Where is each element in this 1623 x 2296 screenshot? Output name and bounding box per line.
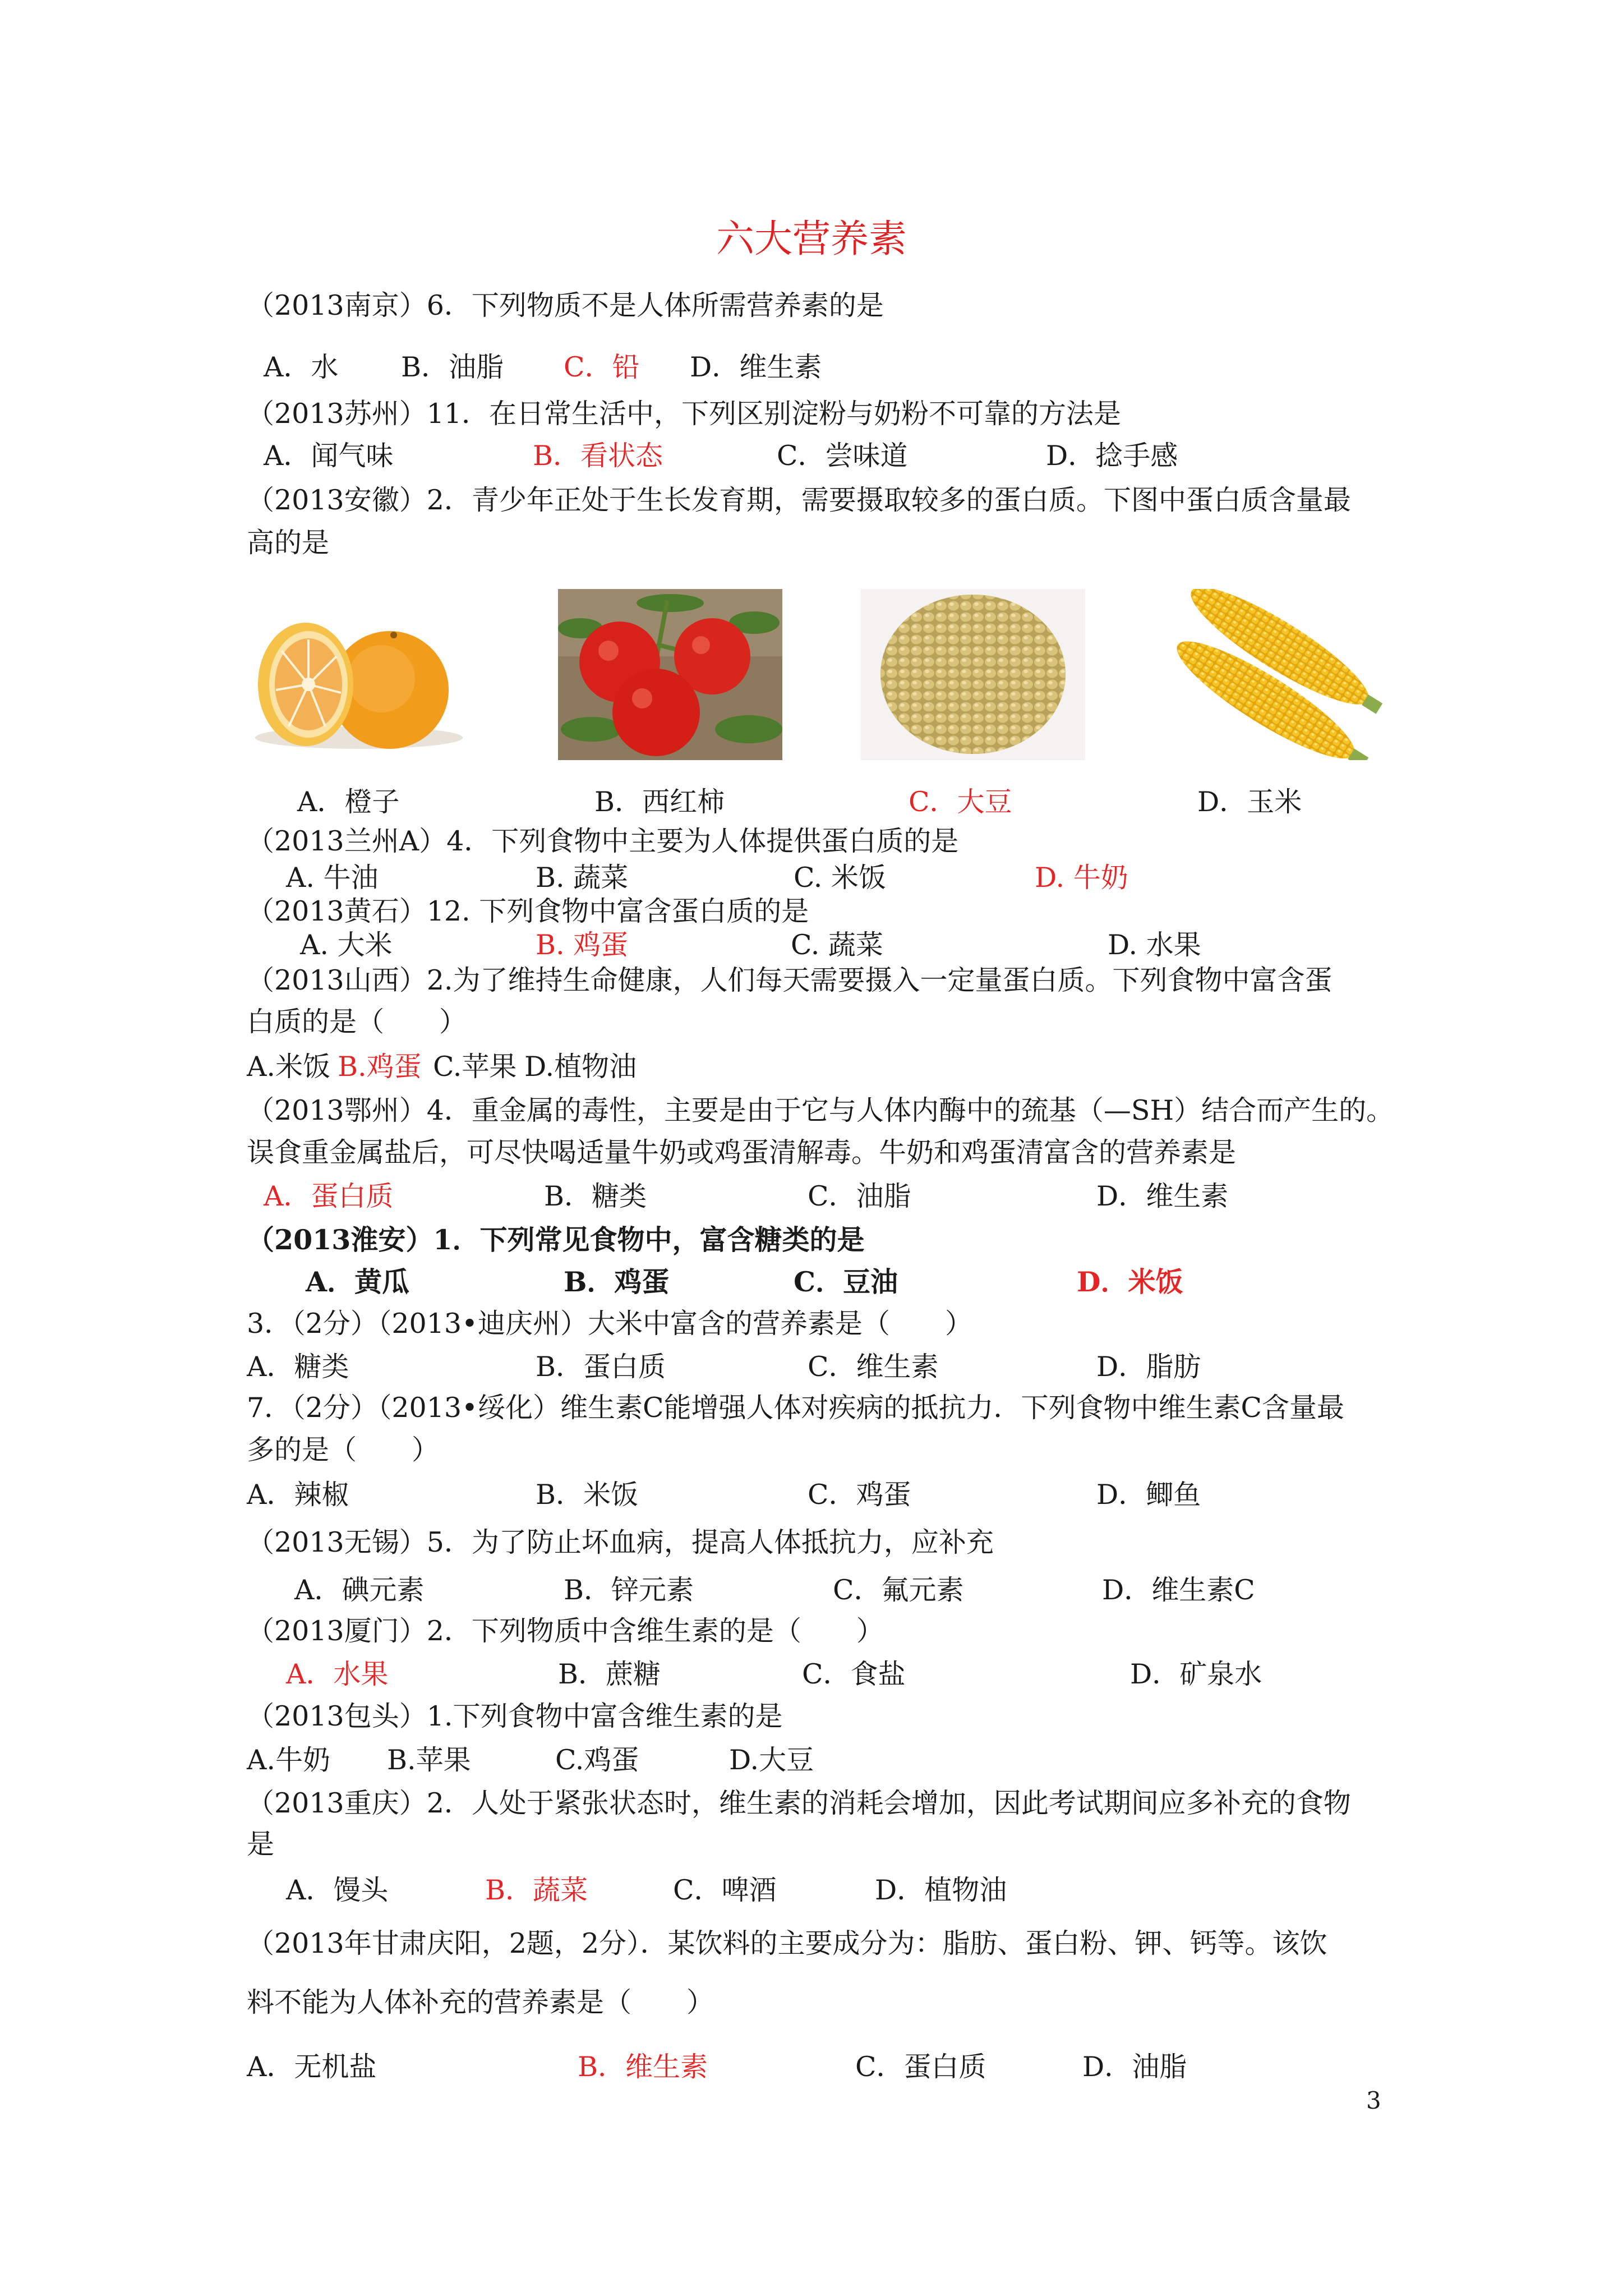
option-d: D．鲫鱼 xyxy=(1096,1479,1201,1511)
option-b: B.苹果 xyxy=(387,1744,471,1776)
option-c: C.鸡蛋 xyxy=(555,1744,639,1776)
question-stem: （2013兰州A）4．下列食物中主要为人体提供蛋白质的是 xyxy=(247,825,959,857)
question-stem-cont: 多的是（ ） xyxy=(247,1434,440,1466)
question-stem: （2013南京）6．下列物质不是人体所需营养素的是 xyxy=(247,289,884,321)
page-title: 六大营养素 xyxy=(716,217,907,261)
option-c-answer: C．大豆 xyxy=(909,786,1012,818)
option-c: C．豆油 xyxy=(794,1266,898,1298)
question-stem: 3．（2分）（2013•迪庆州）大米中富含的营养素是（ ） xyxy=(247,1308,972,1340)
option-c: C．鸡蛋 xyxy=(808,1479,911,1511)
question-stem: （2013苏州）11．在日常生活中，下列区别淀粉与奶粉不可靠的方法是 xyxy=(247,398,1122,430)
option-a: A．糖类 xyxy=(247,1351,349,1383)
question-stem: （2013山西）2.为了维持生命健康，人们每天需要摄入一定量蛋白质。下列食物中富含蛋 xyxy=(247,964,1332,996)
option-b: B．鸡蛋 xyxy=(564,1266,670,1298)
option-b-answer: B．蔬菜 xyxy=(485,1874,588,1906)
option-d-answer: D．米饭 xyxy=(1077,1266,1183,1298)
option-d: D．维生素 xyxy=(1096,1180,1229,1212)
page-number: 3 xyxy=(1366,2087,1381,2114)
option-c: C．蛋白质 xyxy=(855,2051,986,2083)
option-b-answer: B．看状态 xyxy=(533,440,663,472)
question-stem-cont: 白质的是（ ） xyxy=(247,1006,467,1038)
option-c: C．油脂 xyxy=(808,1180,911,1212)
option-c-answer: C．铅 xyxy=(564,351,640,383)
question-stem-cont: 是 xyxy=(247,1828,275,1860)
option-c: C．维生素 xyxy=(808,1351,939,1383)
option-c: C. 米饭 xyxy=(794,862,886,894)
question-stem-cont: 高的是 xyxy=(247,527,330,559)
option-a: A. 牛油 xyxy=(286,862,379,894)
option-b: B．西红柿 xyxy=(594,786,725,818)
option-d: D.植物油 xyxy=(524,1051,637,1083)
question-stem: （2013年甘肃庆阳，2题，2分）．某饮料的主要成分为：脂肪、蛋白粉、钾、钙等。该饮 xyxy=(247,1927,1327,1959)
orange-image xyxy=(247,589,471,760)
question-stem: （2013安徽）2．青少年正处于生长发育期，需要摄取较多的蛋白质。下图中蛋白质含量最 xyxy=(247,484,1351,516)
corn-image xyxy=(1164,589,1388,760)
option-a: A．无机盐 xyxy=(247,2051,377,2083)
option-b: B. 蔬菜 xyxy=(536,862,629,894)
option-c: C．尝味道 xyxy=(777,440,908,472)
question-stem: （2013厦门）2．下列物质中含维生素的是（ ） xyxy=(247,1615,884,1647)
option-b-answer: B. 鸡蛋 xyxy=(536,929,629,961)
option-c: C．啤酒 xyxy=(673,1874,777,1906)
option-a: A.牛奶 xyxy=(247,1744,330,1776)
option-d: D．油脂 xyxy=(1082,2051,1187,2083)
option-d: D．玉米 xyxy=(1197,786,1302,818)
option-d: D. 水果 xyxy=(1108,929,1201,961)
option-b-answer: B．维生素 xyxy=(578,2051,708,2083)
question-stem: （2013无锡）5．为了防止坏血病，提高人体抵抗力，应补充 xyxy=(247,1526,994,1558)
option-a-answer: A．水果 xyxy=(286,1658,389,1690)
option-b: B．油脂 xyxy=(401,351,504,383)
question-stem: （2013淮安）1．下列常见食物中，富含糖类的是 xyxy=(247,1223,865,1256)
option-d: D．维生素C xyxy=(1102,1574,1255,1606)
option-d: D．矿泉水 xyxy=(1130,1658,1262,1690)
question-stem: （2013包头）1.下列食物中富含维生素的是 xyxy=(247,1700,783,1732)
option-a: A．橙子 xyxy=(297,786,400,818)
option-b: B．锌元素 xyxy=(564,1574,694,1606)
option-a: A．辣椒 xyxy=(247,1479,349,1511)
option-a-answer: A．蛋白质 xyxy=(264,1180,394,1212)
option-a: A．水 xyxy=(264,351,339,383)
option-b-answer: B.鸡蛋 xyxy=(338,1051,422,1083)
question-stem-cont: 料不能为人体补充的营养素是（ ） xyxy=(247,1986,714,2018)
option-a: A．馒头 xyxy=(286,1874,389,1906)
option-b: B．蛋白质 xyxy=(536,1351,666,1383)
question-stem: （2013黄石）12. 下列食物中富含蛋白质的是 xyxy=(247,895,809,927)
option-b: B．米饭 xyxy=(536,1479,639,1511)
option-b: B．蔗糖 xyxy=(558,1658,661,1690)
option-c: C. 蔬菜 xyxy=(791,929,883,961)
option-d: D．脂肪 xyxy=(1096,1351,1201,1383)
option-a: A．闻气味 xyxy=(264,440,394,472)
option-a: A．黄瓜 xyxy=(306,1266,410,1298)
option-d-answer: D. 牛奶 xyxy=(1035,862,1128,894)
question-stem-cont: 误食重金属盐后，可尽快喝适量牛奶或鸡蛋清解毒。牛奶和鸡蛋清富含的营养素是 xyxy=(247,1137,1237,1168)
question-stem: 7．（2分）（2013•绥化）维生素C能增强人体对疾病的抵抗力．下列食物中维生素C含量最 xyxy=(247,1392,1344,1424)
option-b: B．糖类 xyxy=(544,1180,647,1212)
soybean-image xyxy=(861,589,1085,760)
option-c: C．食盐 xyxy=(802,1658,906,1690)
option-a: A.米饭 xyxy=(247,1051,330,1083)
question-stem: （2013重庆）2．人处于紧张状态时，维生素的消耗会增加，因此考试期间应多补充的食物 xyxy=(247,1787,1351,1819)
option-d: D．植物油 xyxy=(875,1874,1007,1906)
tomato-image xyxy=(558,589,782,760)
question-stem: （2013鄂州）4．重金属的毒性，主要是由于它与人体内酶中的巯基（—SH）结合而产生的。 xyxy=(247,1094,1394,1126)
option-c: C．氟元素 xyxy=(833,1574,964,1606)
option-d: D．维生素 xyxy=(690,351,822,383)
option-a: A. 大米 xyxy=(300,929,393,961)
option-d: D.大豆 xyxy=(729,1744,814,1776)
option-c: C.苹果 xyxy=(433,1051,517,1083)
option-a: A．碘元素 xyxy=(294,1574,425,1606)
option-d: D．捻手感 xyxy=(1046,440,1178,472)
